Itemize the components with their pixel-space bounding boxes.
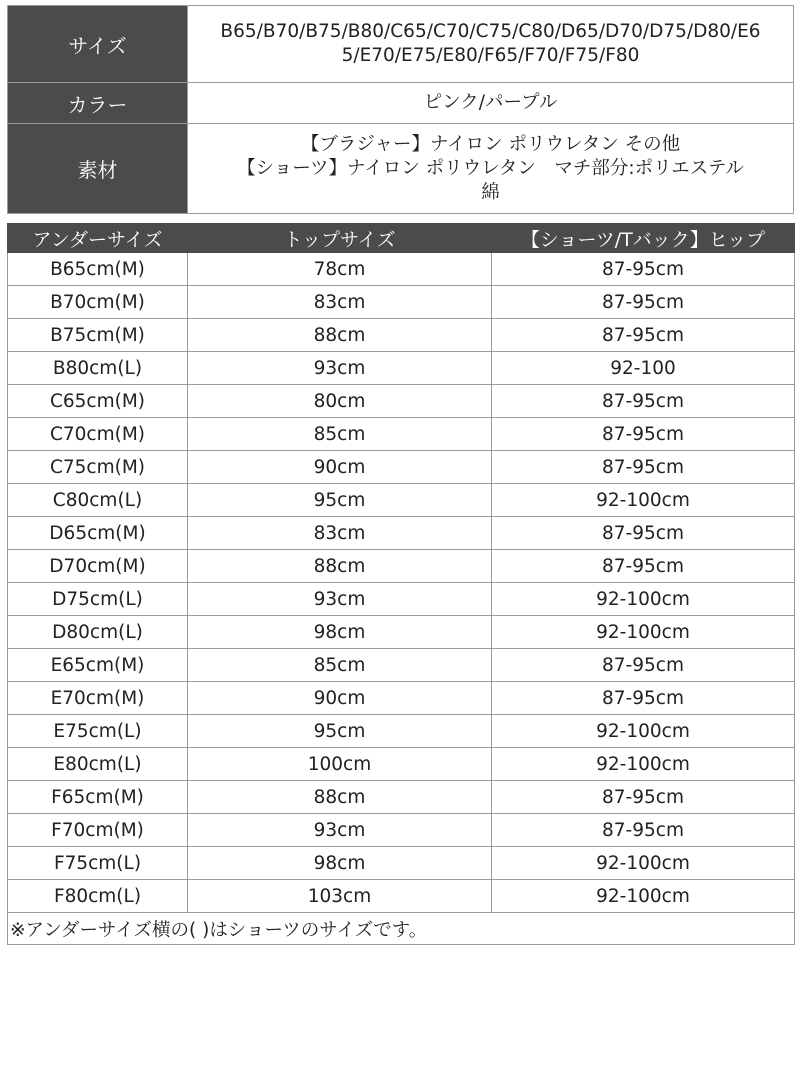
hip-size-cell: 92-100cm [492,748,795,781]
top-size-cell: 88cm [188,550,492,583]
material-value-line: 【ショーツ】ナイロン ポリウレタン マチ部分:ポリエステル [237,157,744,179]
hip-size-cell: 92-100 [492,352,795,385]
hip-size-cell: 87-95cm [492,682,795,715]
size-value-line: 5/E70/E75/E80/F65/F70/F75/F80 [341,45,640,66]
hip-size-cell: 87-95cm [492,451,795,484]
table-row [8,814,795,847]
under-size-cell: B65cm(M) [8,253,188,286]
hip-size-cell: 92-100cm [492,616,795,649]
under-size-cell: D70cm(M) [8,550,188,583]
table-row [8,517,795,550]
size-value [188,6,794,83]
hip-size-cell: 87-95cm [492,385,795,418]
top-size-cell: 85cm [188,649,492,682]
spec-row-size [8,6,794,83]
header-under-size: アンダーサイズ [8,224,188,253]
size-value-line: B65/B70/B75/B80/C65/C70/C75/C80/D65/D70/D75/D80/E6 [220,21,761,42]
under-size-cell: B80cm(L) [8,352,188,385]
size-chart-header-row [8,224,795,253]
hip-size-cell: 92-100cm [492,583,795,616]
top-size-cell: 95cm [188,484,492,517]
under-size-cell: F80cm(L) [8,880,188,913]
table-row [8,253,795,286]
table-row [8,616,795,649]
under-size-cell: E70cm(M) [8,682,188,715]
hip-size-cell: 92-100cm [492,715,795,748]
under-size-cell: F65cm(M) [8,781,188,814]
table-row [8,847,795,880]
header-hip: 【ショーツ/Tバック】ヒップ [492,224,795,253]
table-row [8,715,795,748]
top-size-cell: 85cm [188,418,492,451]
size-chart-body [8,253,795,913]
hip-size-cell: 92-100cm [492,847,795,880]
table-row [8,781,795,814]
hip-size-cell: 87-95cm [492,286,795,319]
under-size-cell: E65cm(M) [8,649,188,682]
hip-size-cell: 87-95cm [492,418,795,451]
color-value: ピンク/パープル [188,83,794,124]
spec-row-material [8,124,794,214]
hip-size-cell: 87-95cm [492,550,795,583]
table-row [8,484,795,517]
hip-size-cell: 87-95cm [492,253,795,286]
under-size-cell: F70cm(M) [8,814,188,847]
under-size-cell: E80cm(L) [8,748,188,781]
top-size-cell: 95cm [188,715,492,748]
hip-size-cell: 92-100cm [492,484,795,517]
material-value-line: 【ブラジャー】ナイロン ポリウレタン その他 [300,133,681,155]
top-size-cell: 83cm [188,517,492,550]
under-size-cell: D80cm(L) [8,616,188,649]
top-size-cell: 93cm [188,583,492,616]
material-value [188,124,794,214]
top-size-cell: 98cm [188,616,492,649]
color-label: カラー [8,83,188,124]
material-label: 素材 [8,124,188,214]
table-row [8,418,795,451]
header-top-size: トップサイズ [188,224,492,253]
hip-size-cell: 87-95cm [492,319,795,352]
top-size-cell: 93cm [188,352,492,385]
table-row [8,286,795,319]
hip-size-cell: 87-95cm [492,517,795,550]
hip-size-cell: 92-100cm [492,880,795,913]
table-row [8,583,795,616]
under-size-cell: B75cm(M) [8,319,188,352]
top-size-cell: 88cm [188,319,492,352]
hip-size-cell: 87-95cm [492,781,795,814]
size-label: サイズ [8,6,188,83]
table-row [8,748,795,781]
top-size-cell: 88cm [188,781,492,814]
size-chart-table [7,223,795,945]
under-size-cell: D65cm(M) [8,517,188,550]
table-row [8,682,795,715]
top-size-cell: 98cm [188,847,492,880]
under-size-cell: E75cm(L) [8,715,188,748]
hip-size-cell: 87-95cm [492,814,795,847]
top-size-cell: 103cm [188,880,492,913]
top-size-cell: 80cm [188,385,492,418]
top-size-cell: 93cm [188,814,492,847]
top-size-cell: 78cm [188,253,492,286]
table-row [8,880,795,913]
spec-row-color [8,83,794,124]
top-size-cell: 100cm [188,748,492,781]
table-row [8,319,795,352]
table-row [8,550,795,583]
under-size-cell: C70cm(M) [8,418,188,451]
under-size-cell: F75cm(L) [8,847,188,880]
hip-size-cell: 87-95cm [492,649,795,682]
top-size-cell: 90cm [188,451,492,484]
material-value-line: 綿 [481,181,500,203]
under-size-cell: B70cm(M) [8,286,188,319]
size-chart-note-row [8,913,795,945]
size-chart-note: ※アンダーサイズ横の( )はショーツのサイズです。 [8,913,795,945]
under-size-cell: D75cm(L) [8,583,188,616]
top-size-cell: 83cm [188,286,492,319]
under-size-cell: C65cm(M) [8,385,188,418]
under-size-cell: C75cm(M) [8,451,188,484]
product-spec-table [7,5,794,214]
table-row [8,352,795,385]
top-size-cell: 90cm [188,682,492,715]
under-size-cell: C80cm(L) [8,484,188,517]
table-row [8,385,795,418]
table-row [8,649,795,682]
table-row [8,451,795,484]
